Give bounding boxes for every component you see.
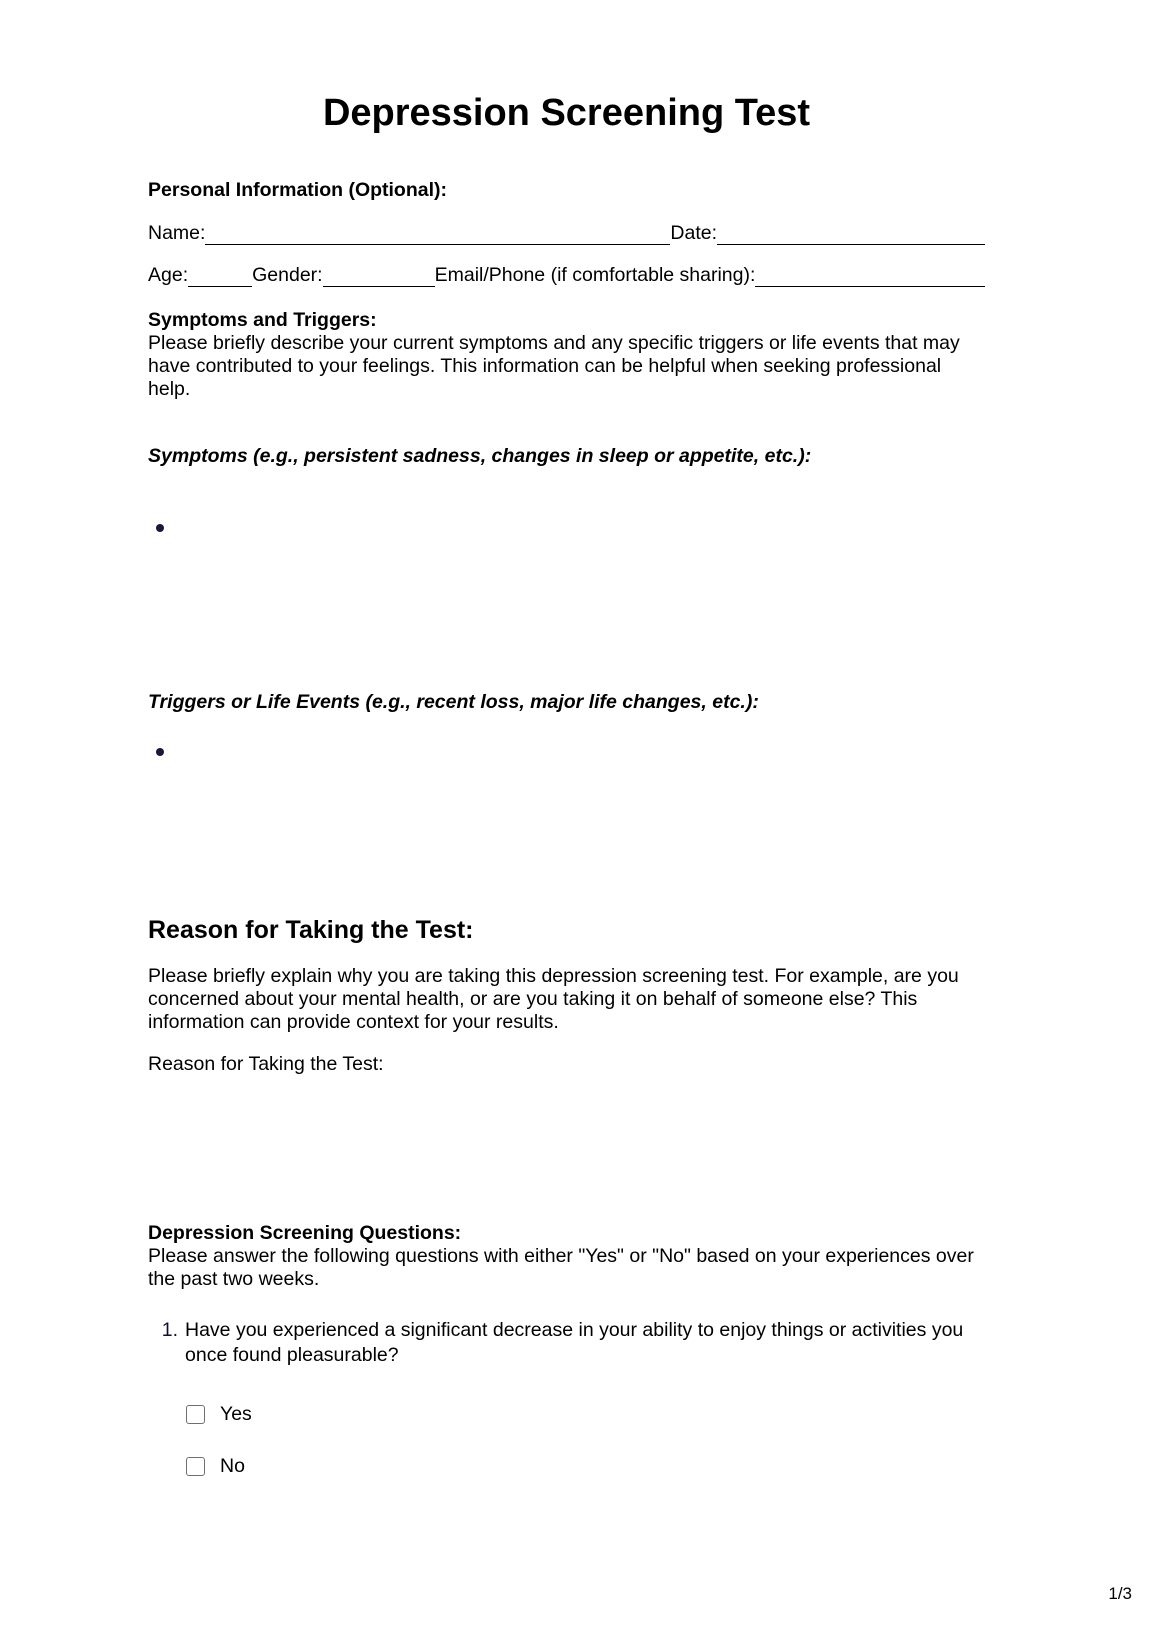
name-label: Name: <box>148 221 206 244</box>
symptoms-triggers-description: Please briefly describe your current symptoms and any specific triggers or life events that may have contributed to your feelings. This information can be helpful when seeking professional help. <box>148 331 960 400</box>
name-date-row <box>148 222 985 245</box>
age-gender-email-row <box>148 264 985 287</box>
gender-input-line[interactable] <box>323 265 435 287</box>
date-input-line[interactable] <box>717 223 985 245</box>
email-phone-label: Email/Phone (if comfortable sharing): <box>434 263 756 286</box>
symptoms-label: Symptoms (e.g., persistent sadness, changes in sleep or appetite, etc.): <box>148 444 812 467</box>
triggers-label: Triggers or Life Events (e.g., recent loss, major life changes, etc.): <box>148 690 759 713</box>
question-number: 1. <box>161 1318 178 1341</box>
email-phone-input-line[interactable] <box>755 265 985 287</box>
option-row-no <box>186 1455 985 1478</box>
questions-instructions: Please answer the following questions with either "Yes" or "No" based on your experiences over the past two weeks. <box>148 1244 974 1290</box>
name-input-line[interactable] <box>205 223 670 245</box>
bullet-icon <box>156 748 164 756</box>
no-checkbox[interactable] <box>186 1457 205 1476</box>
gender-label: Gender: <box>252 263 323 286</box>
reason-description: Please briefly explain why you are taking this depression screening test. For example, are you concerned about your mental health, or are you taking it on behalf of someone else? This information can provide context for your results. <box>148 964 959 1033</box>
reason-heading: Reason for Taking the Test: <box>148 915 474 944</box>
symptoms-triggers-heading: Symptoms and Triggers: <box>148 308 377 331</box>
age-label: Age: <box>148 263 189 286</box>
reason-prompt: Reason for Taking the Test: <box>148 1052 384 1075</box>
yes-label: Yes <box>220 1402 252 1425</box>
yes-checkbox[interactable] <box>186 1405 205 1424</box>
personal-info-heading: Personal Information (Optional): <box>148 178 448 201</box>
triggers-bullet-row <box>156 747 985 757</box>
age-input-line[interactable] <box>188 265 252 287</box>
page-indicator: 1/3 <box>1108 1584 1132 1603</box>
date-label: Date: <box>670 221 717 244</box>
no-label: No <box>220 1454 245 1477</box>
question-item-1 <box>148 1318 985 1368</box>
question-text: Have you experienced a significant decrease in your ability to enjoy things or activities you once found pleasurable? <box>185 1318 964 1366</box>
option-row-yes <box>186 1403 985 1426</box>
bullet-icon <box>156 524 164 532</box>
page-title: Depression Screening Test <box>322 92 811 134</box>
symptoms-bullet-row <box>156 523 985 533</box>
questions-heading: Depression Screening Questions: <box>148 1221 462 1244</box>
